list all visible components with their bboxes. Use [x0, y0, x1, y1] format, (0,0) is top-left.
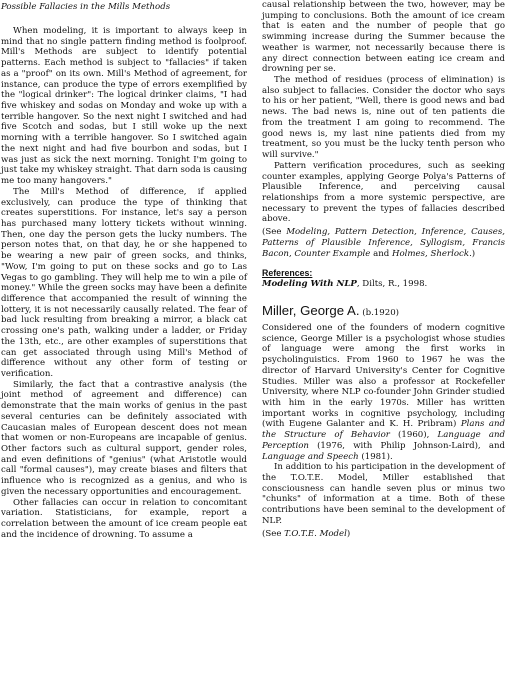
- left-column: [1, 0, 247, 541]
- final-see-close: ): [346, 528, 351, 539]
- bio-text-3: (1976, with Philip Johnson-Laird), and: [308, 440, 505, 451]
- see-also-last: Holmes, Sherlock: [391, 248, 470, 259]
- paragraph-method-of-agreement: When modeling, it is important to always keep in mind that no single pattern finding method is foolproof. Mill's Methods are subject to identify potential patterns. Each method is subject to "fallacies" if taken as a "proof" on its own. Mill's Method of agreement, for instance, can produce the type of errors exemplified by the "logical drinker": The logical drinker claims, "I had five whiskey and sodas on Monday and woke up with a terrible hangover. So the next night I switched and had five Scotch and sodas, but I still woke up the next morning with a terrible hangover. So I switched again the next night and had five bourbon and sodas, but I was just as sick the next morning. Tonight I'm going to just take my whiskey straight. That darn soda is causing me too many hangovers.": [1, 26, 247, 187]
- paragraph-tote-contribution: In addition to his participation in the development of the T.O.T.E. Model, Miller established that consciousness can handle seven plus or minus two "chunks" of information at a time. Both of these contributions have been seminal to the development of NLP.: [262, 462, 505, 526]
- paragraph-concomitant-variation: Other fallacies can occur in relation to concomitant variation. Statisticians, for example, report a correlation between the amount of ice cream people eat and the incidence of drowning. To assume a: [1, 497, 247, 540]
- paragraph-pattern-verification: Pattern verification procedures, such as seeking counter examples, applying George Polya's Patterns of Plausible Inference, and perceiving causal relationships from a more systemic perspective, are necessary to prevent the types of fallacies described above.: [262, 160, 505, 225]
- bio-book-language-perception: Language and Perception: [262, 430, 505, 451]
- see-and: and: [370, 248, 392, 259]
- paragraph-contrastive-analysis: Similarly, the fact that a contrastive analysis (the joint method of agreement and difference) can demonstrate that the main works of genius in the past several centuries can be definitely associated with Caucasian males of European descent does not mean that women or non-Europeans are incapable of genius. Other factors such as cultural support, gender roles, and even definitions of "genius" (what Aristotle would call "formal causes"), may create biases and filters that influence who is recognized as a genius, and who is given the necessary opportunities and encouragement.: [1, 379, 247, 497]
- paragraph-method-of-residues: The method of residues (process of elimination) is also subject to fallacies. Consider the doctor who says to his or her patient, "Well, there is good news and bad news. The bad news is, nine out of ten patients die from the treatment I am going to recommend. The good news is, my last nine patients died from my treatment, so you must be the lucky tenth person who will survive.": [262, 75, 505, 161]
- entry-name: Miller, George A.: [262, 302, 360, 318]
- paragraph-causal-relationship: causal relationship between the two, however, may be jumping to conclusions. Both the amount of ice cream that is eaten and the number of people that go swimming increase during the Summer because the weather is warmer, not necessarily because there is any direct connection between eating ice cream and drowning per se.: [262, 0, 505, 75]
- entry-birth-year: (b.1920): [359, 307, 400, 318]
- bio-text-2: (1960),: [389, 430, 438, 441]
- references-heading: References:: [262, 268, 313, 279]
- bio-text: Considered one of the founders of modern cognitive science, George Miller is a psychologist whose studies of language were among the first works in psycholinguistics. From 1960 to 1967 he was the director of Harvard University's Center for Cognitive Studies. Miller was also a professor at Rockefeller University, where NLP co-founder John Grinder studied with him in the early 1970s. Miller has written important works in cognitive psychology, including (with Eugene Galanter and K. H. Pribram): [262, 322, 505, 430]
- bio-book-plans: Plans and the Structure of Behavior: [262, 419, 505, 441]
- reference-title: Modeling With NLP: [262, 279, 357, 290]
- reference-entry: [262, 279, 505, 290]
- final-see-note: [262, 529, 505, 540]
- final-see-term: T.O.T.E. Model: [284, 528, 347, 539]
- see-close: .): [469, 248, 476, 259]
- paragraph-method-of-difference: The Mill's Method of difference, if applied exclusively, can produce the type of thinking that creates superstitions. For instance, let's say a person has purchased many lottery tickets without winning. Then, one day the person gets the lucky numbers. The person notes that, on that day, he or she happened to be wearing a new pair of green socks, and thinks, "Wow, I'm going to put on these socks and go to Las Vegas to go gambling. They will help me to win a pile of money." While the green socks may have been a definite difference that accompanied the result of winning the lottery, it is not necessarily causally related. The fear of bad luck resulting from breaking a mirror, a black cat crossing one's path, walking under a ladder, or Friday the 13th, etc., are other examples of superstitions that can get associated through using Mill's Method of difference without any other form of testing or verification.: [1, 186, 247, 379]
- reference-details: , Dilts, R., 1998.: [356, 279, 428, 290]
- running-head: Possible Fallacies in the Mills Methods: [1, 2, 171, 12]
- bio-text-4: (1981).: [358, 451, 393, 462]
- final-see-open: (See: [262, 528, 285, 539]
- see-also-list: Modeling, Pattern Detection, Inference, Causes, Patterns of Plausible Inference, Syllogism, Francis Bacon, Counter Example: [262, 227, 505, 259]
- see-also-note: [262, 227, 505, 259]
- see-open: (See: [262, 227, 287, 238]
- bio-book-language-speech: Language and Speech: [262, 451, 359, 462]
- right-column: [262, 0, 505, 539]
- paragraph-biography: [262, 323, 505, 462]
- entry-heading: [262, 303, 505, 321]
